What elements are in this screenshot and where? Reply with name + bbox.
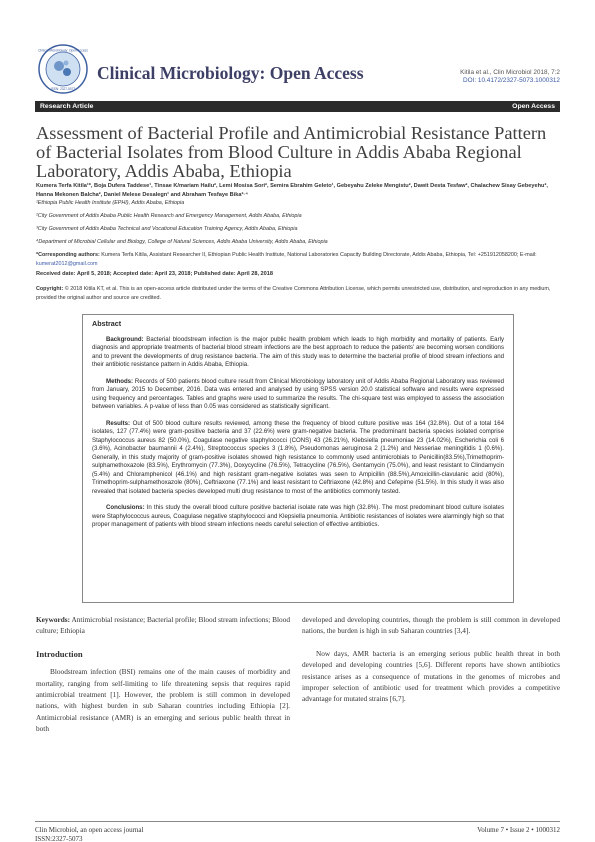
article-type-bar	[35, 101, 560, 112]
copyright-notice	[36, 285, 560, 302]
background-text: Bacterial bloodstream infection is the major public health problem which leads to high morbidity and mortality of patients. Early diagnosis and appropriate treatments of bacterial blood stream infections are the best approach to reduce the patients' are becoming worsen conditions and to prevent the developments of drug resistance bacteria. The aim of this study was to determine the bacterial profile of blood stream infections and their antibiotic resistance pattern in Addis Ababa, Ethiopia.	[92, 335, 504, 368]
intro-continuation: developed and developing countries, though the problem is still common in developed nations, the burden is high in sub Saharan countries [3,4].	[302, 615, 560, 636]
affiliation-4: ⁴Department of Microbial Cellular and Biology, College of Natural Sciences, Addis Ababa University, Addis Ababa, Ethiopia	[36, 239, 328, 245]
page-footer	[35, 821, 560, 842]
affiliation-3: ³City Government of Addis Ababa Technical and Vocational Education Training Agency, Addis Ababa, Ethiopia	[36, 226, 298, 232]
affiliation-2: ²City Government of Addis Ababa Public Health Research and Emergency Management, Addis Ababa, Ethiopia	[36, 213, 302, 219]
doi-link[interactable]: DOI: 10.4172/2327-5073.1000312	[462, 77, 560, 85]
author-list: Kumera Terfa Kitila¹*, Boja Dufera Taddese¹, Tinsae K/mariam Hailu², Lemi Mosisa Sori², Semira Ebrahim Geleto¹, Gebeyahu Zeleke Mengistu², Dawit Desta Tesfaw², Chalachew Sisay Gebeyehu², Hanna Mekonen Balcha², Daniel Melese Desalegn¹ and Abraham Tesfaye Bika²·⁴	[36, 183, 548, 198]
conclusions-label: Conclusions:	[106, 504, 145, 511]
methods-text: Records of 500 patients blood culture result from Clinical Microbiology laboratory unit of Addis Ababa Regional Laboratory was reviewed from January, 2015 to December, 2016. Data was entered and analysed by using SPSS version 20.0 statistical software and results were expressed using frequency and percentages. Tables and graphs were used to summarize the results. The chi-square test was employed to assess the association between variables. A p-value of less than 0.05 was considered as statistically significant.	[92, 377, 504, 410]
abstract-methods	[92, 378, 504, 412]
corresponding-text: Kumera Terfa Kitila, Assistant Researcher II, Ethiopian Public Health Institute, National Laboratories Capacity Building Directorate, Addis Ababa, Ethiopia, Tel: +251912058200; E-mail:	[99, 252, 537, 258]
logo-issn: ISSN: 2327-5073	[50, 87, 76, 91]
left-column	[36, 614, 290, 735]
right-column	[302, 614, 560, 705]
journal-title: Clinical Microbiology: Open Access	[97, 63, 364, 83]
conclusions-text: In this study the overall blood culture positive bacterial isolate rate was high (32.8%). The most predominant blood culture isolates were Staphylococcus aureus, Coagulase negative staphylococci and Klepsiella pneumonia. Antibiotic resistances of isolates were alarmingly high so that proper management of patients with blood stream infections needs careful selection of effective antibiotics.	[92, 504, 504, 528]
open-access-label: Open Access	[512, 103, 555, 110]
copyright-label: Copyright:	[36, 286, 64, 292]
article-title: Assessment of Bacterial Profile and Antimicrobial Resistance Pattern of Bacterial Isolates from Blood Culture in Addis Ababa Regional Laboratory, Addis Ababa, Ethiopia	[36, 123, 547, 181]
footer-journal: Clin Microbiol, an open access journal	[35, 826, 144, 834]
background-label: Background:	[106, 335, 144, 343]
keywords-text: Antimicrobial resistance; Bacterial profile; Blood stream infections; Blood culture; Ethiopia	[36, 615, 290, 636]
intro-paragraph-1: Bloodstream infection (BSI) remains one of the main causes of morbidity and mortality, ranging from self-limiting to life threatening sepsis that requires rapid antimicrobial treatment [1]. However, the problem is still common in developed nations, with highest burden in sub Saharan countries including Ethiopia [2]. Antimicrobial resistance (AMR) is an emerging and serious public health threat in both	[36, 667, 290, 734]
keywords-label: Keywords:	[36, 615, 71, 624]
abstract-background	[92, 336, 504, 370]
corresponding-email[interactable]: kumerat2012@gmail.com	[36, 260, 98, 267]
article-type-label: Research Article	[40, 103, 94, 110]
abstract-conclusions	[92, 504, 504, 530]
citation-text: Kitila et al., Clin Microbiol 2018, 7:2	[460, 69, 560, 76]
results-text: Out of 500 blood culture results reviewed, among these the frequency of blood culture positive was 164 (32.8%). Out of a total 164 isolates, 127 (77.4%) were gram-positive bacteria and 37 (22.6%) were gram-negative bacteria. The predominant bacteria species isolated comprise Staphylococcus aureus 82 (50.0%), Coagulase negative staphylococci (CONS) 43 (26.21%), Klebsiella pneumoniae 23 (14.02%), Escherichia coli 6 (3.6%), Acinobacter baumannii 4 (2.4%), Streptococcus species 3 (1.8%), Pseudomonas aeruginosa 2 (1.2%) and Nesseriae meningitidis 1 (0.6%). Generally, in this study majority of gram-positive isolates showed high resistance to commonly used antimicrobials to Penicillin(83.5%),Trimethoprim-sulphamethoxazole (83.5%), Erythromycin (77.3%), Doxycycline (76.5%), Tetracycline (76.5%), Gentamycin (75.0%), and least resistant to Clindamycin (5.4%) and Chloramphenicol (46.1%) and high resistant gram-negative isolates was seen to Ampicillin (88.5%),Amoxicillin-clavulanic acid (80%), Trimethoprim-sulphamethoxazole (80%), Ceftriaxone (77.1%) and least resistant to Ceftriaxone (42.8%) and Cefepime (51.5%). In this study it was also revealed that isolated bacteria species developed multi drug resistance to most of the antibiotics commonly tested.	[92, 419, 504, 495]
introduction-heading: Introduction	[36, 648, 83, 659]
abstract-box	[82, 314, 514, 603]
abstract-heading: Abstract	[92, 319, 122, 328]
logo-text: Clinical Microbiology: Open Access	[38, 48, 88, 53]
article-dates: Received date: April 5, 2018; Accepted date: April 23, 2018; Published date: April 28, 2018	[36, 271, 273, 277]
copyright-text: © 2018 Kitila KT, et al. This is an open-access article distributed under the terms of the Creative Commons Attribution License, which permits unrestricted use, distribution, and reproduction in any medium, provided the original author and source are credited.	[36, 286, 551, 301]
corresponding-author	[36, 251, 560, 268]
abstract-results	[92, 420, 504, 497]
journal-logo	[38, 44, 88, 94]
results-label: Results:	[106, 419, 131, 427]
keywords	[36, 614, 290, 637]
methods-label: Methods:	[106, 377, 134, 385]
corresponding-label: *Corresponding authors:	[36, 252, 100, 258]
affiliation-1: ¹Ethiopia Public Health Institute (EPHI), Addis Ababa, Ethiopia	[36, 200, 185, 206]
intro-paragraph-2: Now days, AMR bacteria is an emerging serious public health threat in both developed and developing countries [5,6]. Different reports have shown antibiotics resistance arises as a consequence of mutations in the genomes of microbes and improper selection of antibiotic used for treatment which provides a competitive advantage for mutated strains [6,7].	[302, 648, 560, 704]
citation-block	[460, 69, 560, 85]
footer-volume: Volume 7 • Issue 2 • 1000312	[477, 826, 560, 834]
footer-issn: ISSN:2327-5073	[35, 835, 83, 842]
